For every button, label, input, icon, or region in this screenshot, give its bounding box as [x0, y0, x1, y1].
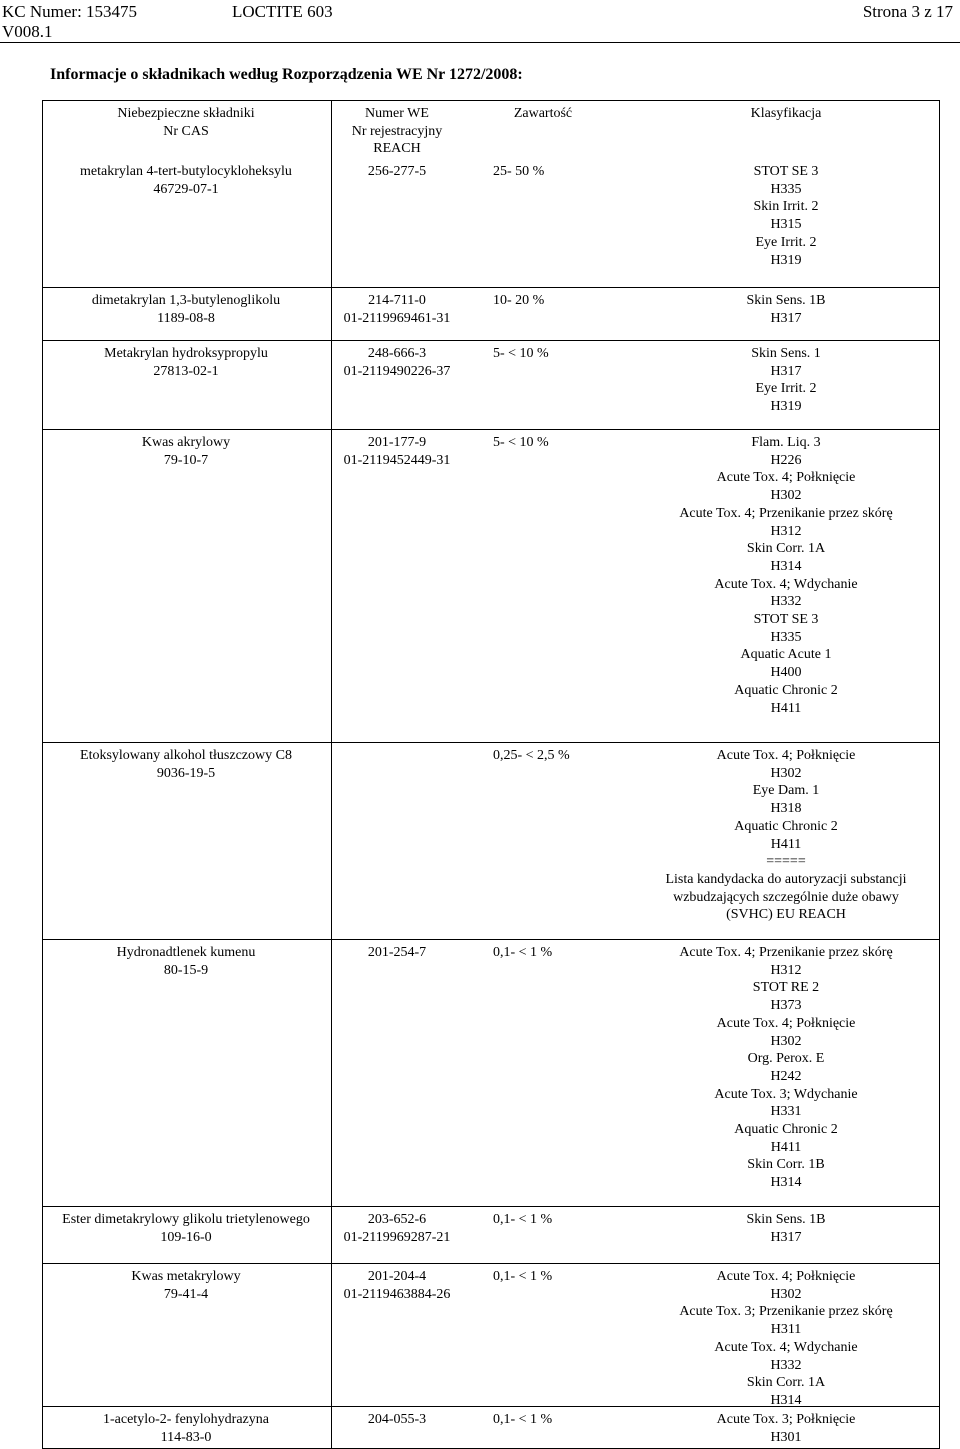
ingredient-cell-line: Etoksylowany alkohol tłuszczowy C8	[80, 748, 292, 763]
classification-cell-line: Skin Corr. 1A	[746, 541, 826, 557]
page-number: Strona 3 z 17	[862, 2, 953, 21]
classification-cell-line: (SVHC) EU REACH	[726, 907, 846, 923]
ec-number-cell-line: 204-055-3	[367, 1412, 427, 1427]
ec-number-cell	[333, 743, 461, 747]
content-cell: 0,1- < 1 %	[493, 1212, 553, 1227]
classification-cell-line: Org. Perox. E	[747, 1051, 825, 1067]
content-cell: 0,25- < 2,5 %	[493, 748, 570, 763]
classification-cell-line: Eye Irrit. 2	[755, 234, 817, 250]
classification-cell-line: H302	[770, 765, 802, 781]
table-row	[43, 159, 939, 287]
classification-cell-line: H242	[770, 1068, 802, 1084]
table-row	[43, 287, 939, 340]
ec-number-cell-line: 201-204-4	[367, 1269, 427, 1284]
header-reg-line: Nr rejestracyjny	[351, 123, 443, 139]
ec-number-cell-line: 01-2119490226-37	[343, 363, 451, 379]
classification-cell-line: H311	[770, 1322, 802, 1338]
classification-cell-line: H312	[770, 962, 802, 978]
ingredient-cell-line: metakrylan 4-tert-butylocykloheksylu	[80, 164, 292, 179]
classification-cell-line: Eye Irrit. 2	[755, 381, 817, 397]
content-cell: 0,1- < 1 %	[493, 1412, 553, 1427]
ec-number-cell-line: 01-2119463884-26	[343, 1286, 451, 1302]
ec-number-cell-line: 01-2119969461-31	[343, 310, 451, 326]
ec-number-cell-line: 203-652-6	[367, 1212, 427, 1227]
ingredient-cell-line: 27813-02-1	[153, 363, 219, 379]
header-content: Zawartość	[513, 106, 573, 121]
classification-cell-line: H302	[770, 1286, 802, 1302]
table-header	[43, 101, 939, 159]
ingredient-cell-line: 46729-07-1	[153, 181, 219, 197]
ingredient-cell-line: 80-15-9	[163, 962, 209, 978]
ec-number-cell-line: 201-177-9	[367, 435, 427, 450]
classification-cell-line: H226	[770, 452, 802, 468]
classification-cell-line: Skin Corr. 1A	[746, 1375, 826, 1391]
ingredient-cell	[43, 940, 329, 979]
classification-cell-line: Aquatic Acute 1	[740, 647, 832, 663]
ingredient-cell-line: Hydronadtlenek kumenu	[116, 945, 256, 960]
table-row	[43, 1263, 939, 1406]
classification-cell-line: H411	[770, 836, 802, 852]
table-body	[43, 159, 939, 1447]
classification-cell-line: H319	[770, 399, 802, 415]
classification-cell-line: H332	[770, 1357, 802, 1373]
classification-cell-line: Acute Tox. 4; Wdychanie	[714, 1339, 858, 1355]
table-row	[43, 429, 939, 742]
classification-cell-line: Aquatic Chronic 2	[734, 818, 838, 834]
classification-cell-line: H335	[770, 629, 802, 645]
ingredient-cell-line: Ester dimetakrylowy glikolu trietylenowego	[62, 1212, 310, 1227]
ec-number-cell	[333, 1264, 461, 1303]
table-row	[43, 939, 939, 1206]
classification-cell-line: H314	[770, 558, 802, 574]
classification-cell-line: Acute Tox. 4; Wdychanie	[714, 576, 858, 592]
ec-number-cell	[333, 159, 461, 181]
ingredient-cell-line: 9036-19-5	[156, 765, 216, 781]
classification-cell-line: Skin Corr. 1B	[747, 1157, 825, 1173]
classification-cell-line: Acute Tox. 4; Połknięcie	[716, 470, 856, 486]
classification-cell-line: H301	[770, 1429, 802, 1445]
classification-cell-line: Acute Tox. 4; Połknięcie	[716, 1269, 856, 1284]
classification-cell-line: Lista kandydacka do autoryzacji substancji	[665, 871, 907, 887]
classification-cell-line: =====	[766, 854, 806, 870]
ec-number-cell	[333, 1407, 461, 1429]
content-cell: 5- < 10 %	[493, 435, 549, 450]
classification-cell-line: H302	[770, 488, 802, 504]
ingredient-cell	[43, 1407, 329, 1446]
ingredient-cell	[43, 430, 329, 469]
header-ingredient	[43, 101, 329, 140]
ingredient-cell-line: 1189-08-8	[157, 310, 215, 326]
ec-number-cell	[333, 940, 461, 962]
ec-number-cell-line: 01-2119452449-31	[343, 452, 451, 468]
classification-cell-line: STOT SE 3	[753, 612, 819, 628]
header-classification: Klasyfikacja	[750, 106, 822, 121]
classification-cell-line: Skin Irrit. 2	[753, 199, 819, 215]
ingredient-cell	[43, 1207, 329, 1246]
classification-cell-line: Acute Tox. 3; Przenikanie przez skórę	[679, 1304, 893, 1320]
classification-cell-line: H317	[770, 1229, 802, 1245]
ingredients-table	[42, 100, 940, 1449]
header-divider	[0, 42, 960, 43]
ec-number-cell-line: 201-254-7	[367, 945, 427, 960]
content-cell: 10- 20 %	[493, 293, 545, 308]
content-cell: 0,1- < 1 %	[493, 1269, 553, 1284]
classification-cell-line: wzbudzających szczególnie duże obawy	[673, 889, 899, 905]
ingredient-cell-line: dimetakrylan 1,3-butylenoglikolu	[91, 293, 281, 308]
ingredient-cell-line: 79-10-7	[163, 452, 209, 468]
classification-cell-line: Aquatic Chronic 2	[734, 1122, 838, 1138]
version: V008.1	[2, 22, 53, 41]
ec-number-cell-line: 01-2119969287-21	[343, 1229, 451, 1245]
classification-cell-line: Skin Sens. 1B	[746, 293, 826, 308]
classification-cell-line: H315	[770, 217, 802, 233]
classification-cell-line: H314	[770, 1175, 802, 1191]
ingredient-cell	[43, 159, 329, 198]
content-cell: 5- < 10 %	[493, 346, 549, 361]
classification-cell-line: STOT RE 2	[752, 980, 820, 996]
ingredient-cell	[43, 743, 329, 782]
header-ingredient-line: Niebezpieczne składniki	[117, 106, 255, 121]
classification-cell	[633, 1207, 939, 1246]
ec-number-cell	[333, 341, 461, 380]
classification-cell-line: H411	[770, 1139, 802, 1155]
ingredient-cell	[43, 341, 329, 380]
classification-cell-line: Skin Sens. 1B	[746, 1212, 826, 1227]
header-ec	[333, 101, 461, 158]
classification-cell-line: Acute Tox. 4; Przenikanie przez skórę	[679, 945, 893, 960]
classification-cell-line: H317	[770, 363, 802, 379]
table-row	[43, 340, 939, 429]
ingredient-cell-line: 79-41-4	[163, 1286, 209, 1302]
classification-cell-line: Skin Sens. 1	[751, 346, 821, 361]
classification-cell-line: Aquatic Chronic 2	[734, 682, 838, 698]
ec-number-cell-line: 248-666-3	[367, 346, 427, 361]
ingredient-cell-line: 1-acetylo-2- fenylohydrazyna	[103, 1412, 269, 1427]
ingredient-cell	[43, 288, 329, 327]
classification-cell-line: Eye Dam. 1	[752, 783, 820, 799]
classification-cell-line: Acute Tox. 4; Przenikanie przez skórę	[679, 505, 893, 521]
table-row	[43, 742, 939, 939]
ingredient-cell	[43, 1264, 329, 1303]
header-reach-line: REACH	[373, 141, 421, 157]
classification-cell	[633, 288, 939, 327]
classification-cell-line: H319	[770, 252, 802, 268]
classification-cell-line: Acute Tox. 4; Połknięcie	[716, 1015, 856, 1031]
ingredient-cell-line: Kwas metakrylowy	[131, 1269, 241, 1284]
classification-cell-line: H312	[770, 523, 802, 539]
ec-number-cell-line: 256-277-5	[367, 164, 427, 179]
classification-cell	[633, 743, 939, 924]
classification-cell-line: H318	[770, 801, 802, 817]
classification-cell	[633, 341, 939, 416]
ec-number-cell	[333, 1207, 461, 1246]
content-cell: 0,1- < 1 %	[493, 945, 553, 960]
classification-cell-line: H314	[770, 1392, 802, 1408]
classification-cell	[633, 1407, 939, 1446]
ingredient-cell-line: Kwas akrylowy	[141, 435, 231, 450]
content-cell: 25- 50 %	[493, 164, 545, 179]
classification-cell-line: H373	[770, 998, 802, 1014]
kc-number: KC Numer: 153475	[2, 2, 138, 21]
ec-number-cell	[333, 430, 461, 469]
product-name: LOCTITE 603	[232, 2, 333, 21]
classification-cell	[633, 1264, 939, 1410]
classification-cell-line: H332	[770, 594, 802, 610]
header-cas-line: Nr CAS	[163, 123, 209, 139]
classification-cell-line: Acute Tox. 3; Wdychanie	[714, 1086, 858, 1102]
page-header	[0, 0, 960, 44]
header-ec-line: Numer WE	[365, 106, 429, 121]
ingredient-cell-line: 109-16-0	[160, 1229, 212, 1245]
classification-cell-line: H400	[770, 665, 802, 681]
classification-cell	[633, 159, 939, 269]
ec-number-cell	[333, 288, 461, 327]
classification-cell-line: Acute Tox. 3; Połknięcie	[716, 1412, 856, 1427]
table-row	[43, 1206, 939, 1263]
ec-number-cell-line: 214-711-0	[368, 293, 426, 308]
section-title: Informacje o składnikach według Rozporządzenia WE Nr 1272/2008:	[50, 66, 523, 83]
classification-cell-line: H411	[770, 700, 802, 716]
ingredient-cell-line: Metakrylan hydroksypropylu	[104, 346, 268, 361]
classification-cell-line: H317	[770, 310, 802, 326]
classification-cell-line: Acute Tox. 4; Połknięcie	[716, 748, 856, 763]
table-row	[43, 1406, 939, 1447]
classification-cell-line: STOT SE 3	[753, 164, 819, 179]
classification-cell-line: H331	[770, 1104, 802, 1120]
classification-cell-line: H335	[770, 181, 802, 197]
classification-cell-line: Flam. Liq. 3	[751, 435, 821, 450]
classification-cell	[633, 430, 939, 717]
ingredient-cell-line: 114-83-0	[160, 1429, 212, 1445]
classification-cell-line: H302	[770, 1033, 802, 1049]
classification-cell	[633, 940, 939, 1192]
